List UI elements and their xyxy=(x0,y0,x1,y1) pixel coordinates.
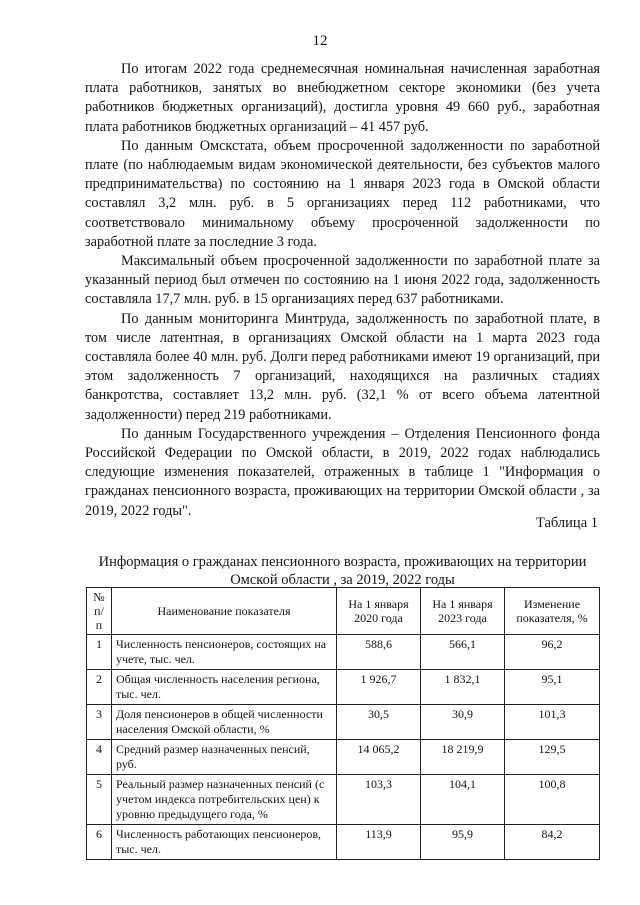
paragraph-wages: По итогам 2022 года среднемесячная номинальная начисленная заработная плата работников, занятых во внебюджетном секторе экономики (без учета работников бюджетных организаций), достигла уровня 49 660 руб., заработная плата работников бюджетных организаций – 41 457 руб. xyxy=(85,61,600,135)
indicator-name: Численность работающих пенсионеров, тыс. чел. xyxy=(112,825,337,860)
value-2020: 14 065,2 xyxy=(337,740,421,775)
table-row xyxy=(87,705,600,740)
value-change: 84,2 xyxy=(505,825,600,860)
paragraph-pension-fund: По данным Государственного учреждения – Отделения Пенсионного фонда Российской Федерации по Омской области, в 2019, 2022 годах наблюдались следующие изменения показателей, отраженных в таблице 1 "Информация о гражданах пенсионного возраста, проживающих на территории Омской области , за 2019, 2022 годы". xyxy=(85,425,600,519)
value-2023: 30,9 xyxy=(421,705,505,740)
table-header-row xyxy=(87,588,600,635)
value-2020: 1 926,7 xyxy=(337,670,421,705)
header-num: № п/п xyxy=(87,588,112,635)
value-2023: 1 832,1 xyxy=(421,670,505,705)
value-2023: 95,9 xyxy=(421,825,505,860)
page-number: 12 xyxy=(312,33,328,49)
value-2020: 103,3 xyxy=(337,775,421,825)
table-row xyxy=(87,775,600,825)
header-jan-2020: На 1 января 2020 года xyxy=(337,588,421,635)
value-change: 129,5 xyxy=(505,740,600,775)
row-number: 3 xyxy=(87,705,112,740)
header-jan-2023: На 1 января 2023 года xyxy=(421,588,505,635)
value-change: 100,8 xyxy=(505,775,600,825)
row-number: 1 xyxy=(87,635,112,670)
row-number: 2 xyxy=(87,670,112,705)
table-row xyxy=(87,740,600,775)
indicator-name: Общая численность населения региона, тыс. чел. xyxy=(112,670,337,705)
value-change: 96,2 xyxy=(505,635,600,670)
row-number: 5 xyxy=(87,775,112,825)
value-change: 95,1 xyxy=(505,670,600,705)
row-number: 6 xyxy=(87,825,112,860)
table-title: Информация о гражданах пенсионного возраста, проживающих на территории Омской области , за 2019, 2022 годы xyxy=(98,554,587,588)
value-2020: 113,9 xyxy=(337,825,421,860)
value-2020: 30,5 xyxy=(337,705,421,740)
header-indicator: Наименование показателя xyxy=(112,588,337,635)
value-change: 101,3 xyxy=(505,705,600,740)
paragraph-mintrud-monitoring: По данным мониторинга Минтруда, задолженность по заработной плате, в том числе латентная, в организациях Омской области на 1 марта 2023 года составляла более 40 млн. руб. Долги перед работниками имеют 19 организаций, при этом задолженность 7 организаций, находящихся на различных стадиях банкротства, составляет 13,2 млн. руб. (32,1 % от всего объема латентной задолженности) перед 219 работниками. xyxy=(85,310,600,423)
table-row xyxy=(87,635,600,670)
pensioners-table xyxy=(86,587,600,860)
row-number: 4 xyxy=(87,740,112,775)
paragraph-max-arrears: Максимальный объем просроченной задолженности по заработной плате за указанный период был отмечен по состоянию на 1 июня 2022 года, задолженность составляла 17,7 млн. руб. в 15 организациях перед 637 работниками. xyxy=(85,253,600,308)
indicator-name: Доля пенсионеров в общей численности населения Омской области, % xyxy=(112,705,337,740)
value-2023: 566,1 xyxy=(421,635,505,670)
table-label: Таблица 1 xyxy=(535,515,598,531)
indicator-name: Реальный размер назначенных пенсий (с учетом индекса потребительских цен) к уровню предыдущего года, % xyxy=(112,775,337,825)
value-2023: 104,1 xyxy=(421,775,505,825)
indicator-name: Средний размер назначенных пенсий, руб. xyxy=(112,740,337,775)
paragraph-omskstat-arrears: По данным Омскстата, объем просроченной задолженности по заработной плате (по наблюдаемым видам экономической деятельности, без субъектов малого предпринимательства) по состоянию на 1 января 2023 года в Омской области составлял 3,2 млн. руб. в 5 организациях перед 112 работниками, что соответствовало минимальному объему просроченной задолженности по заработной плате за последние 3 года. xyxy=(85,137,600,250)
table-row xyxy=(87,825,600,860)
indicator-name: Численность пенсионеров, состоящих на учете, тыс. чел. xyxy=(112,635,337,670)
value-2020: 588,6 xyxy=(337,635,421,670)
value-2023: 18 219,9 xyxy=(421,740,505,775)
table-row xyxy=(87,670,600,705)
body-text xyxy=(85,60,600,521)
header-change: Изменение показателя, % xyxy=(505,588,600,635)
